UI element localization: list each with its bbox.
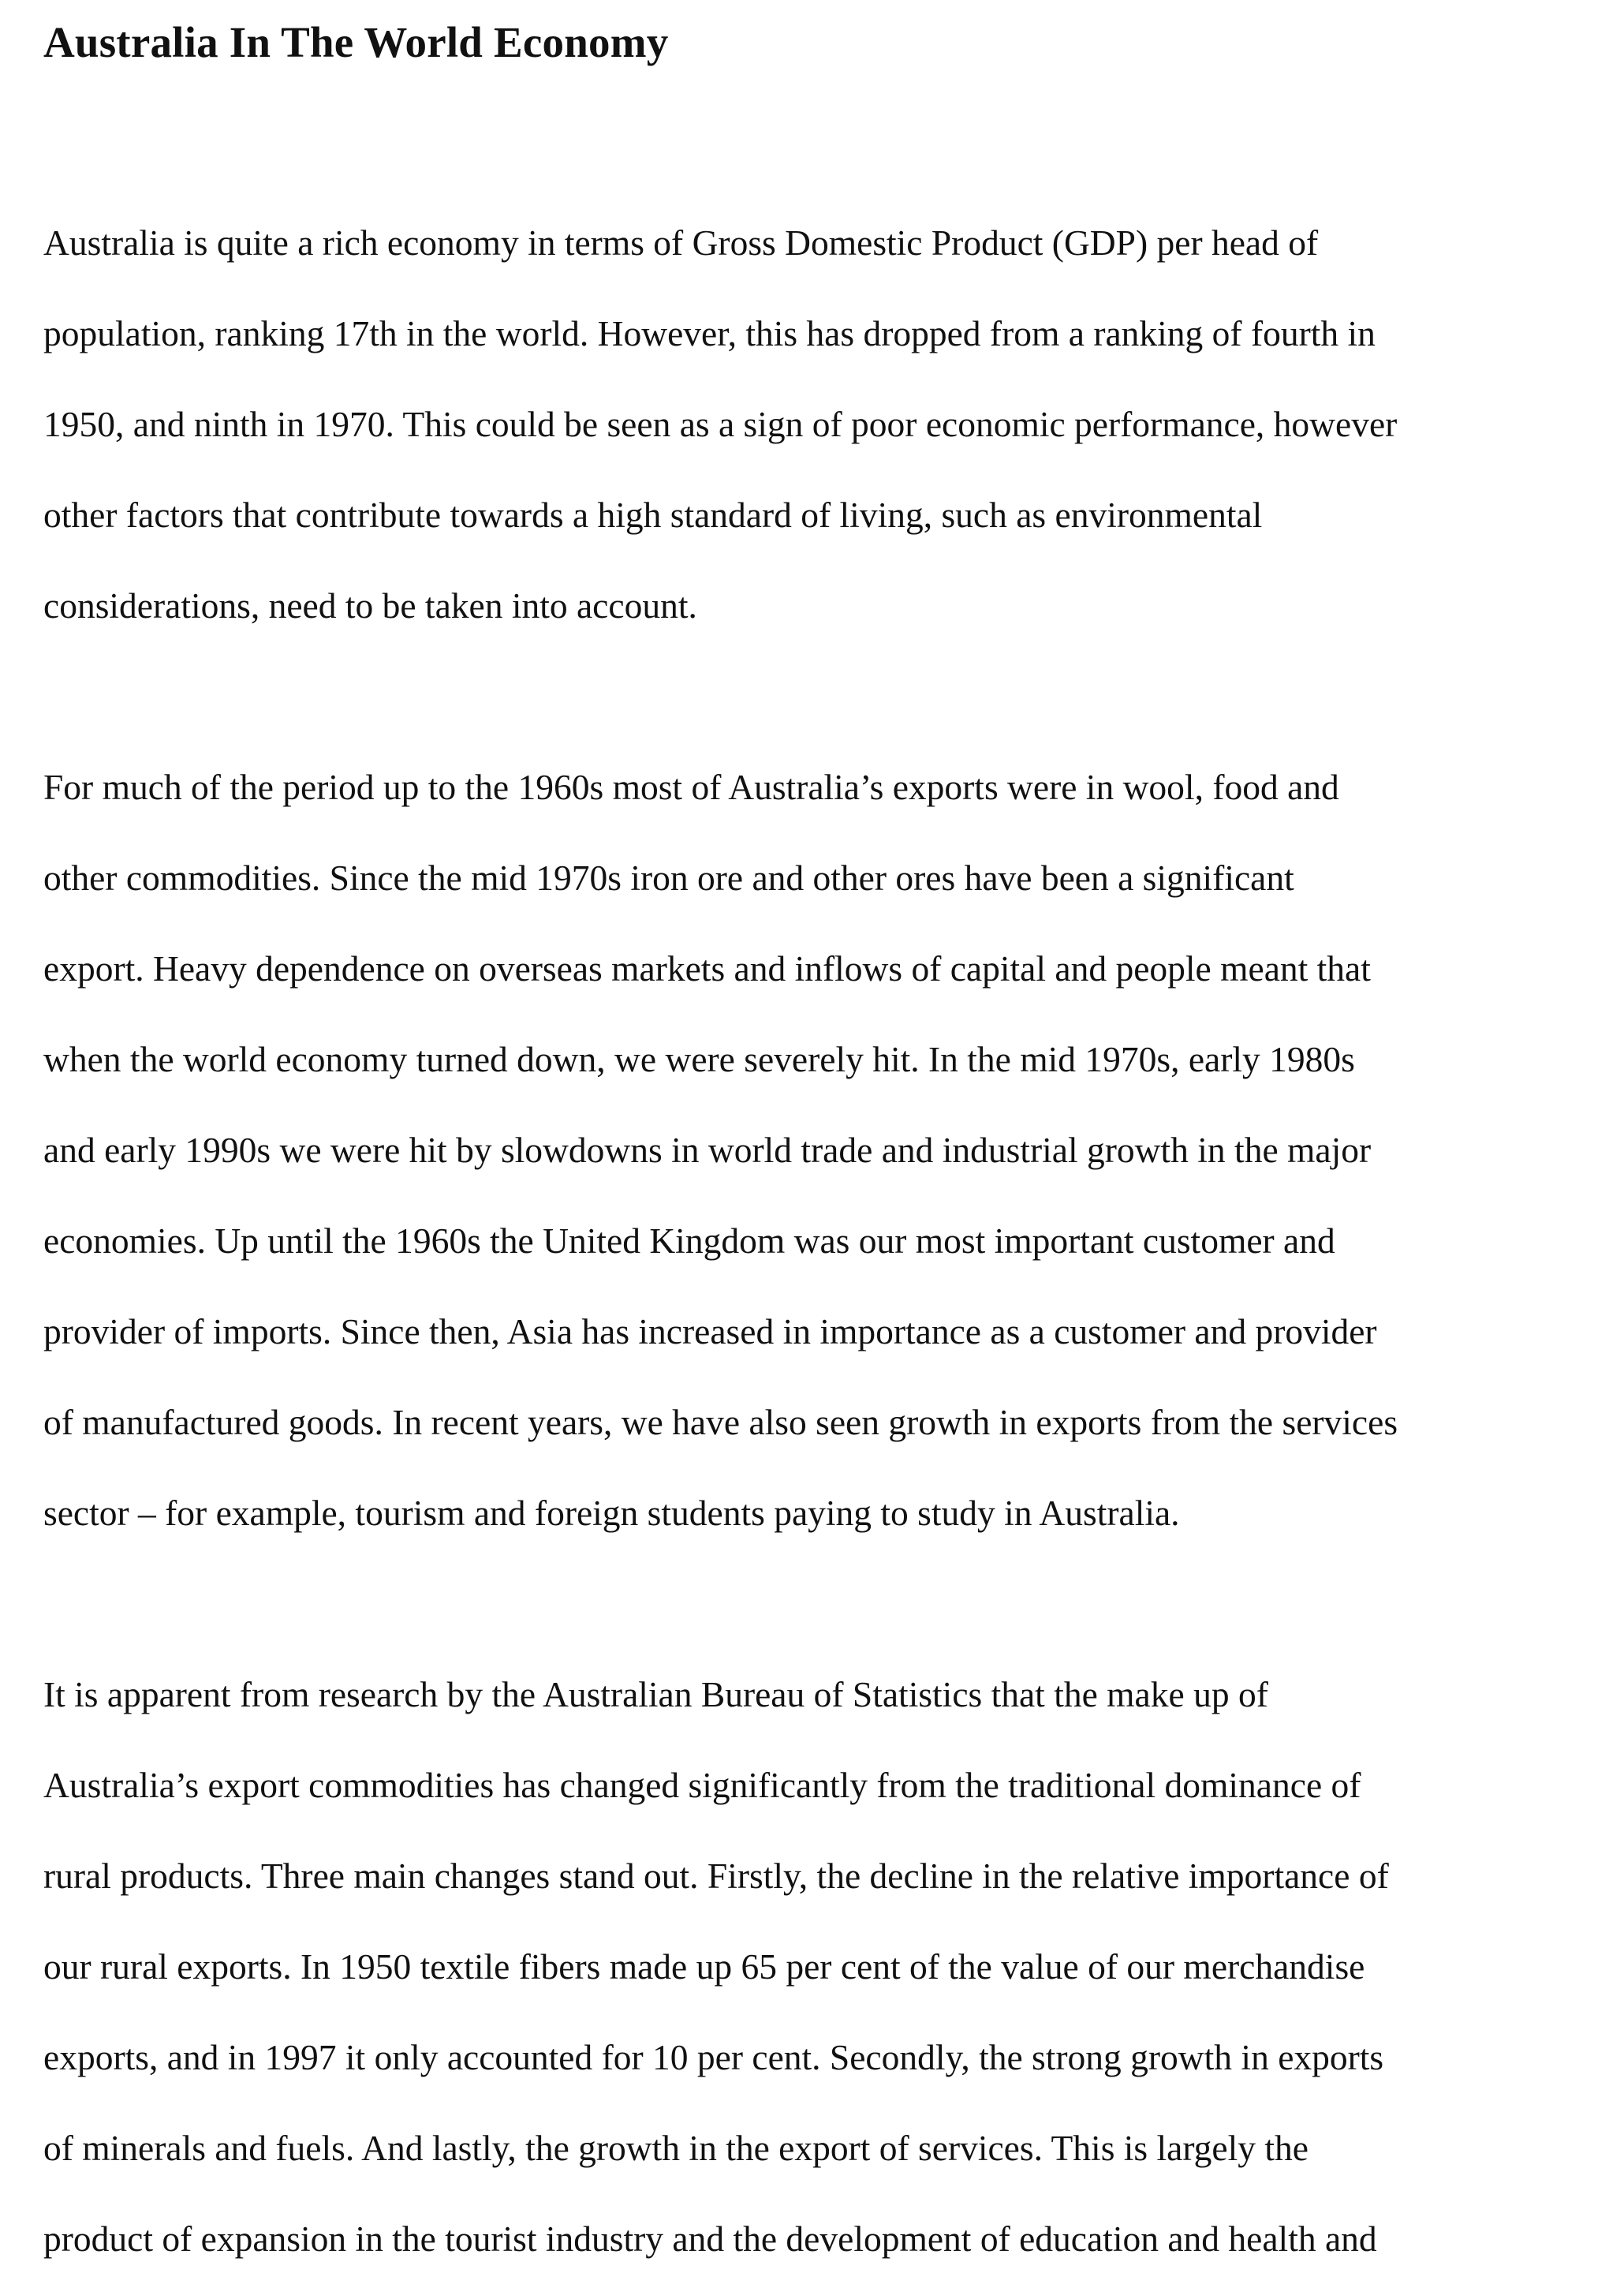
text-line: population, ranking 17th in the world. However, this has dropped from a ranking of fourth in [43,313,1376,353]
text-line: Australia is quite a rich economy in terms of Gross Domestic Product (GDP) per head of [43,222,1319,263]
text-line: considerations, need to be taken into account. [43,585,697,626]
text-line: Australia’s export commodities has changed significantly from the traditional dominance of [43,1765,1361,1805]
text-line: export. Heavy dependence on overseas markets and inflows of capital and people meant that [43,948,1371,989]
text-line: For much of the period up to the 1960s most of Australia’s exports were in wool, food and [43,767,1339,807]
text-line: our rural exports. In 1950 textile fibers made up 65 per cent of the value of our merchandise [43,1946,1365,1987]
text-line: exports, and in 1997 it only accounted for 10 per cent. Secondly, the strong growth in exports [43,2037,1384,2077]
paragraph-gdp-ranking [43,197,1589,651]
text-line: of manufactured goods. In recent years, we have also seen growth in exports from the services [43,1402,1398,1442]
text-line: It is apparent from research by the Australian Bureau of Statistics that the make up of [43,1674,1268,1714]
paragraph-export-history [43,742,1589,1558]
text-line: provider of imports. Since then, Asia has increased in importance as a customer and provider [43,1311,1377,1351]
text-line: when the world economy turned down, we were severely hit. In the mid 1970s, early 1980s [43,1039,1355,1079]
document-title: Australia In The World Economy [43,18,669,66]
paragraph-export-composition [43,1649,1589,2284]
document-page [43,11,1589,2259]
text-line: 1950, and ninth in 1970. This could be seen as a sign of poor economic performance, however [43,404,1398,444]
text-line: economies. Up until the 1960s the United Kingdom was our most important customer and [43,1221,1335,1261]
text-line: product of expansion in the tourist industry and the development of education and health and [43,2219,1377,2259]
text-line: other factors that contribute towards a high standard of living, such as environmental [43,495,1263,535]
text-line: rural products. Three main changes stand out. Firstly, the decline in the relative importance of [43,1856,1389,1896]
text-line: and early 1990s we were hit by slowdowns in world trade and industrial growth in the major [43,1130,1372,1170]
text-line: of minerals and fuels. And lastly, the growth in the export of services. This is largely the [43,2128,1309,2168]
text-line: sector – for example, tourism and foreign students paying to study in Australia. [43,1493,1180,1533]
text-line: other commodities. Since the mid 1970s iron ore and other ores have been a significant [43,858,1294,898]
